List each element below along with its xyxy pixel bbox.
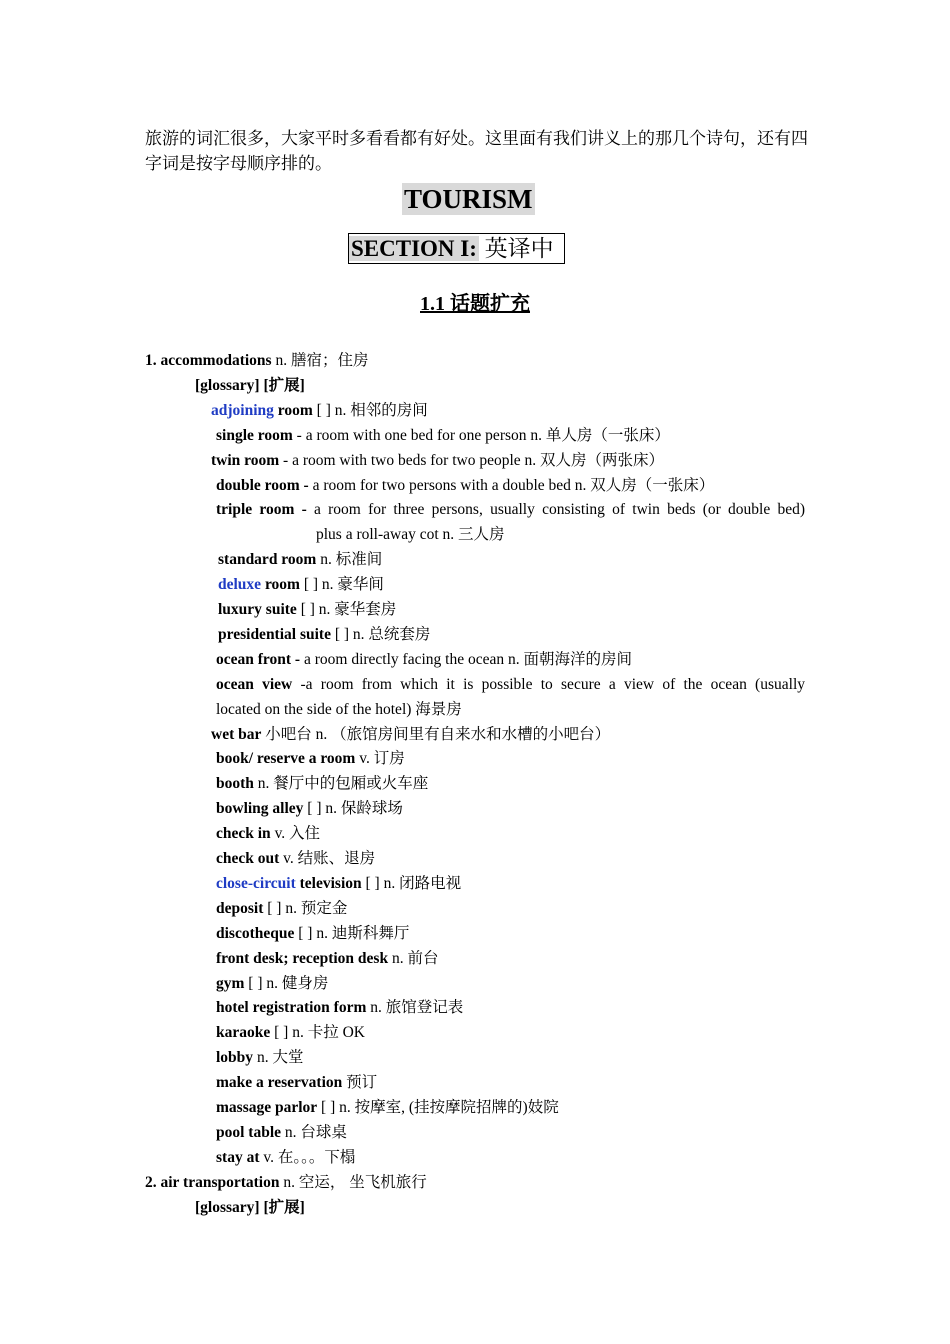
vocab-line bbox=[316, 525, 505, 545]
vocab-line bbox=[216, 1123, 347, 1143]
section-subtitle: 英译中 bbox=[478, 236, 554, 261]
vocab-line bbox=[216, 476, 714, 496]
vocab-line bbox=[216, 949, 438, 969]
vocab-line bbox=[216, 899, 347, 919]
intro-paragraph: 旅游的词汇很多，大家平时多看看都有好处。这里面有我们讲义上的那几个诗句，还有四字词是按字母顺序排的。 bbox=[145, 129, 808, 173]
vocab-term: double room - bbox=[216, 476, 309, 494]
vocab-definition: [ ] n. 迪斯科舞厅 bbox=[294, 924, 410, 942]
vocab-term: karaoke bbox=[216, 1024, 271, 1042]
vocab-term: discotheque bbox=[216, 924, 295, 942]
vocab-definition: a room directly facing the ocean n. 面朝海洋的房间 bbox=[300, 650, 632, 668]
vocab-definition: [ ] n. 总统套房 bbox=[330, 625, 431, 643]
vocab-line bbox=[195, 376, 305, 396]
vocab-line bbox=[216, 824, 320, 844]
vocab-definition: [ ] n. 豪华间 bbox=[299, 576, 384, 594]
vocab-term: standard room bbox=[218, 551, 317, 569]
vocab-line bbox=[216, 426, 670, 446]
vocab-term: check out bbox=[216, 850, 280, 867]
vocab-highlight-term: adjoining bbox=[211, 401, 274, 419]
vocab-definition: - a room with two beds for two people n. 双人房（两张床） bbox=[279, 451, 665, 469]
vocab-definition: n. 餐厅中的包厢或火车座 bbox=[253, 775, 429, 793]
vocab-term: presidential suite bbox=[218, 625, 331, 643]
vocab-definition: [ ] n. 相邻的房间 bbox=[312, 401, 428, 419]
vocab-line bbox=[216, 799, 403, 819]
vocab-term: stay at bbox=[216, 1148, 260, 1166]
vocab-definition: n. 大堂 bbox=[253, 1049, 304, 1067]
vocab-term: ocean view bbox=[216, 675, 293, 693]
section-label: SECTION I: bbox=[351, 236, 477, 261]
vocab-definition: n. 膳宿；住房 bbox=[271, 352, 369, 369]
vocab-line bbox=[216, 1148, 355, 1168]
vocab-term: 2. air transportation bbox=[145, 1173, 280, 1191]
vocab-definition: a room for three persons, usually consisting of twin beds (or double bed) bbox=[306, 501, 805, 519]
vocab-definition: 小吧台 n. （旅馆房间里有自来水和水槽的小吧台） bbox=[261, 725, 611, 743]
vocab-definition: [ ] n. 闭路电视 bbox=[361, 874, 462, 892]
vocab-line bbox=[216, 500, 805, 520]
vocab-term: triple room - bbox=[216, 501, 307, 519]
vocab-line bbox=[216, 700, 462, 720]
vocab-line bbox=[216, 1098, 559, 1118]
vocab-definition: v. 结账、退房 bbox=[279, 850, 376, 867]
vocab-line bbox=[145, 1173, 427, 1193]
vocab-term: book/ reserve a room bbox=[216, 750, 356, 768]
vocab-term: room bbox=[273, 401, 313, 419]
vocab-line bbox=[211, 725, 610, 745]
vocab-definition: a room for two persons with a double bed n. 双人房（一张床） bbox=[308, 476, 715, 494]
vocab-term: twin room bbox=[211, 451, 280, 469]
vocab-line bbox=[216, 1023, 365, 1043]
vocab-term: gym bbox=[216, 974, 245, 992]
vocab-definition: 预订 bbox=[342, 1074, 378, 1092]
vocab-line bbox=[216, 650, 632, 670]
vocab-definition: [ ] n. 按摩室, (挂按摩院招牌的)妓院 bbox=[317, 1099, 559, 1116]
vocab-term: massage parlor bbox=[216, 1099, 318, 1116]
vocab-term: television bbox=[295, 874, 362, 892]
vocab-line bbox=[216, 749, 405, 769]
vocab-line bbox=[216, 1048, 303, 1068]
vocab-term: [glossary] [扩展] bbox=[195, 376, 305, 394]
vocab-line bbox=[195, 1198, 305, 1218]
vocab-definition: -a room from which it is possible to secure a view of the ocean (usually bbox=[292, 675, 805, 693]
vocab-definition: n. 台球桌 bbox=[281, 1123, 347, 1141]
vocab-term: [glossary] [扩展] bbox=[195, 1198, 305, 1216]
vocab-definition: [ ] n. 保龄球场 bbox=[303, 800, 403, 818]
vocab-line bbox=[216, 849, 375, 869]
vocab-definition: v. 入住 bbox=[270, 825, 321, 843]
vocab-term: wet bar bbox=[211, 725, 262, 743]
vocab-term: ocean front - bbox=[216, 650, 301, 668]
vocab-line bbox=[216, 675, 805, 695]
vocab-term: 1. accommodations bbox=[145, 352, 272, 369]
vocab-highlight-term: deluxe bbox=[218, 576, 262, 594]
vocab-line bbox=[216, 998, 463, 1018]
vocab-definition: n. 旅馆登记表 bbox=[366, 999, 464, 1017]
vocab-line bbox=[218, 625, 430, 645]
vocab-definition: [ ] n. 卡拉 OK bbox=[270, 1024, 365, 1042]
vocab-definition: n. 空运， 坐飞机旅行 bbox=[279, 1173, 427, 1191]
vocab-line bbox=[211, 451, 664, 471]
vocab-line bbox=[216, 1073, 377, 1093]
vocab-line bbox=[216, 924, 409, 944]
vocab-definition: - a room with one bed for one person n. 单人房（一张床） bbox=[292, 426, 670, 444]
vocab-line bbox=[211, 401, 428, 421]
vocab-term: room bbox=[261, 576, 300, 594]
subsection-heading: 1.1 话题扩充 bbox=[420, 293, 530, 315]
vocab-line bbox=[216, 974, 328, 994]
vocab-line bbox=[216, 874, 461, 894]
vocab-definition: n. 前台 bbox=[388, 949, 439, 967]
vocab-term: bowling alley bbox=[216, 800, 304, 818]
vocab-line bbox=[216, 774, 428, 794]
vocab-term: hotel registration form bbox=[216, 999, 367, 1017]
vocab-highlight-term: close-circuit bbox=[216, 874, 296, 892]
document-title: TOURISM bbox=[404, 184, 533, 214]
vocab-definition: [ ] n. 豪华套房 bbox=[296, 601, 397, 618]
section-heading bbox=[348, 233, 565, 264]
vocab-term: luxury suite bbox=[218, 601, 297, 618]
vocab-term: make a reservation bbox=[216, 1074, 343, 1092]
vocab-term: check in bbox=[216, 825, 271, 843]
vocab-definition: plus a roll-away cot n. 三人房 bbox=[316, 526, 505, 544]
vocab-definition: v. 在。。。下榻 bbox=[259, 1148, 356, 1166]
vocab-definition: v. 订房 bbox=[355, 750, 405, 768]
vocab-definition: n. 标准间 bbox=[316, 551, 383, 569]
vocab-definition: [ ] n. 健身房 bbox=[244, 974, 329, 992]
vocab-term: single room bbox=[216, 426, 293, 444]
vocab-term: pool table bbox=[216, 1123, 282, 1141]
vocab-line bbox=[218, 600, 396, 620]
vocab-term: lobby bbox=[216, 1049, 254, 1067]
vocab-line bbox=[218, 550, 382, 570]
vocab-term: front desk; reception desk bbox=[216, 949, 389, 967]
vocab-line bbox=[145, 351, 368, 371]
vocab-definition: located on the side of the hotel) 海景房 bbox=[216, 700, 462, 718]
vocab-definition: [ ] n. 预定金 bbox=[263, 899, 348, 917]
vocab-term: booth bbox=[216, 775, 254, 793]
vocab-term: deposit bbox=[216, 899, 264, 917]
vocab-line bbox=[218, 575, 384, 595]
